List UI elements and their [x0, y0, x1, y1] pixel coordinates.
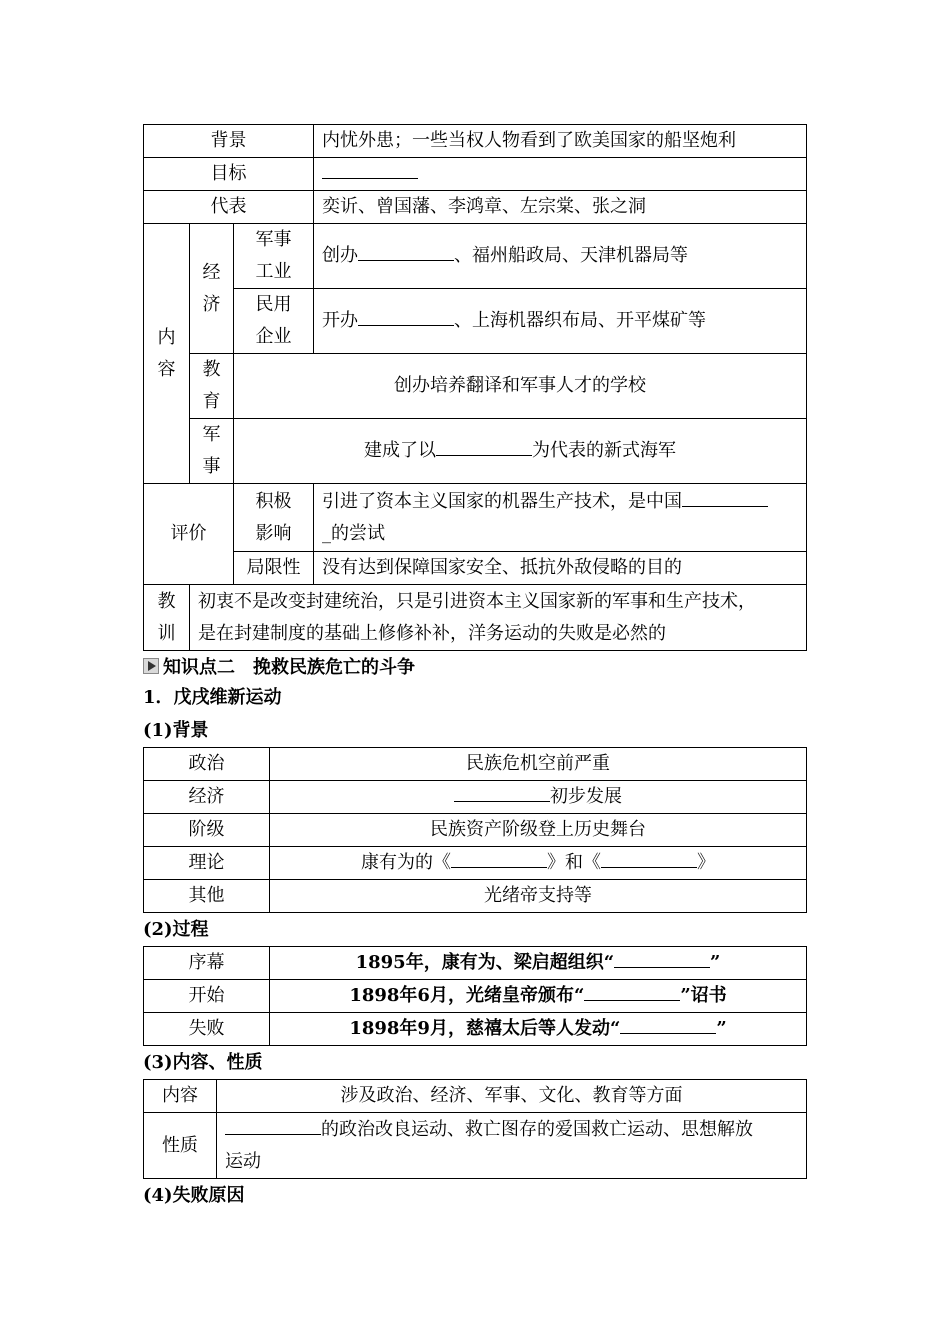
reform-background-table — [143, 747, 807, 913]
label-evaluation: 评价 — [144, 484, 234, 585]
label-limitation: 局限性 — [234, 552, 314, 585]
text-lesson: 初衷不是改变封建统治，只是引进资本主义国家新的军事和生产技术， 是在封建制度的基础上修修补补，洋务运动的失败是必然的 — [190, 585, 807, 651]
cell-goal — [314, 158, 807, 191]
text-prelude: 1895年，康有为、梁启超组织“ ” — [270, 947, 807, 980]
label-lesson: 教 训 — [144, 585, 190, 651]
label-military-industry: 军事 工业 — [234, 224, 314, 289]
label-other: 其他 — [144, 880, 270, 913]
text-representatives: 奕䜣、曾国藩、李鸿章、左宗棠、张之洞 — [314, 191, 807, 224]
label-military: 军 事 — [190, 419, 234, 484]
label-goal: 目标 — [144, 158, 314, 191]
label-economy2: 经济 — [144, 781, 270, 814]
text-class: 民族资产阶级登上历史舞台 — [270, 814, 807, 847]
text-background: 内忧外患；一些当权人物看到了欧美国家的船坚炮利 — [314, 125, 807, 158]
label-civil-enterprise: 民用 企业 — [234, 289, 314, 354]
label-start: 开始 — [144, 980, 270, 1013]
knowledge-point-heading: 知识点二 挽救民族危亡的斗争 — [143, 651, 807, 681]
economy-blank[interactable] — [454, 783, 550, 802]
text-failure: 1898年9月，慈禧太后等人发动“ ” — [270, 1013, 807, 1046]
section-title: 1．戊戌维新运动 — [143, 687, 282, 708]
theory-blank-2[interactable] — [601, 849, 697, 868]
positive-impact-blank[interactable] — [682, 488, 768, 507]
label-failure: 失败 — [144, 1013, 270, 1046]
label-background: 背景 — [144, 125, 314, 158]
civil-enterprise-blank[interactable] — [358, 307, 454, 326]
text-military: 建成了以 为代表的新式海军 — [234, 419, 807, 484]
label-class: 阶级 — [144, 814, 270, 847]
text-content2: 涉及政治、经济、军事、文化、教育等方面 — [217, 1080, 807, 1113]
text-military-industry: 创办 、福州船政局、天津机器局等 — [314, 224, 807, 289]
prelude-blank[interactable] — [614, 949, 710, 968]
content-nature-heading: (3)内容、性质 — [143, 1052, 263, 1073]
reform-nature-table — [143, 1079, 807, 1179]
label-prelude: 序幕 — [144, 947, 270, 980]
theory-blank-1[interactable] — [451, 849, 547, 868]
label-education: 教 育 — [190, 354, 234, 419]
text-politics: 民族危机空前严重 — [270, 748, 807, 781]
text-civil-enterprise: 开办 、上海机器织布局、开平煤矿等 — [314, 289, 807, 354]
text-education: 创办培养翻译和军事人才的学校 — [234, 354, 807, 419]
military-industry-blank[interactable] — [358, 242, 454, 261]
document-page — [143, 124, 807, 1212]
label-positive-impact: 积极 影响 — [234, 484, 314, 552]
text-start: 1898年6月，光绪皇帝颁布“ ”诏书 — [270, 980, 807, 1013]
label-theory: 理论 — [144, 847, 270, 880]
label-representatives: 代表 — [144, 191, 314, 224]
label-content2: 内容 — [144, 1080, 217, 1113]
background-heading: (1)背景 — [143, 720, 209, 741]
text-nature: 的政治改良运动、救亡图存的爱国救亡运动、思想解放 运动 — [217, 1113, 807, 1179]
nature-blank[interactable] — [225, 1116, 321, 1135]
label-economy: 经 济 — [190, 224, 234, 354]
text-positive-impact: 引进了资本主义国家的机器生产技术，是中国 _的尝试 — [314, 484, 807, 552]
text-other: 光绪帝支持等 — [270, 880, 807, 913]
start-blank[interactable] — [584, 982, 680, 1001]
military-blank[interactable] — [436, 437, 532, 456]
failure-reason-heading: (4)失败原因 — [143, 1185, 245, 1206]
label-nature: 性质 — [144, 1113, 217, 1179]
failure-blank[interactable] — [620, 1015, 716, 1034]
process-heading: (2)过程 — [143, 919, 209, 940]
label-politics: 政治 — [144, 748, 270, 781]
self-strengthening-table — [143, 124, 807, 651]
text-limitation: 没有达到保障国家安全、抵抗外敌侵略的目的 — [314, 552, 807, 585]
reform-process-table — [143, 946, 807, 1046]
play-triangle-icon — [143, 658, 159, 674]
text-theory: 康有为的《 》和《 》 — [270, 847, 807, 880]
label-content: 内 容 — [144, 224, 190, 484]
text-economy2: 初步发展 — [270, 781, 807, 814]
goal-blank[interactable] — [322, 160, 418, 179]
